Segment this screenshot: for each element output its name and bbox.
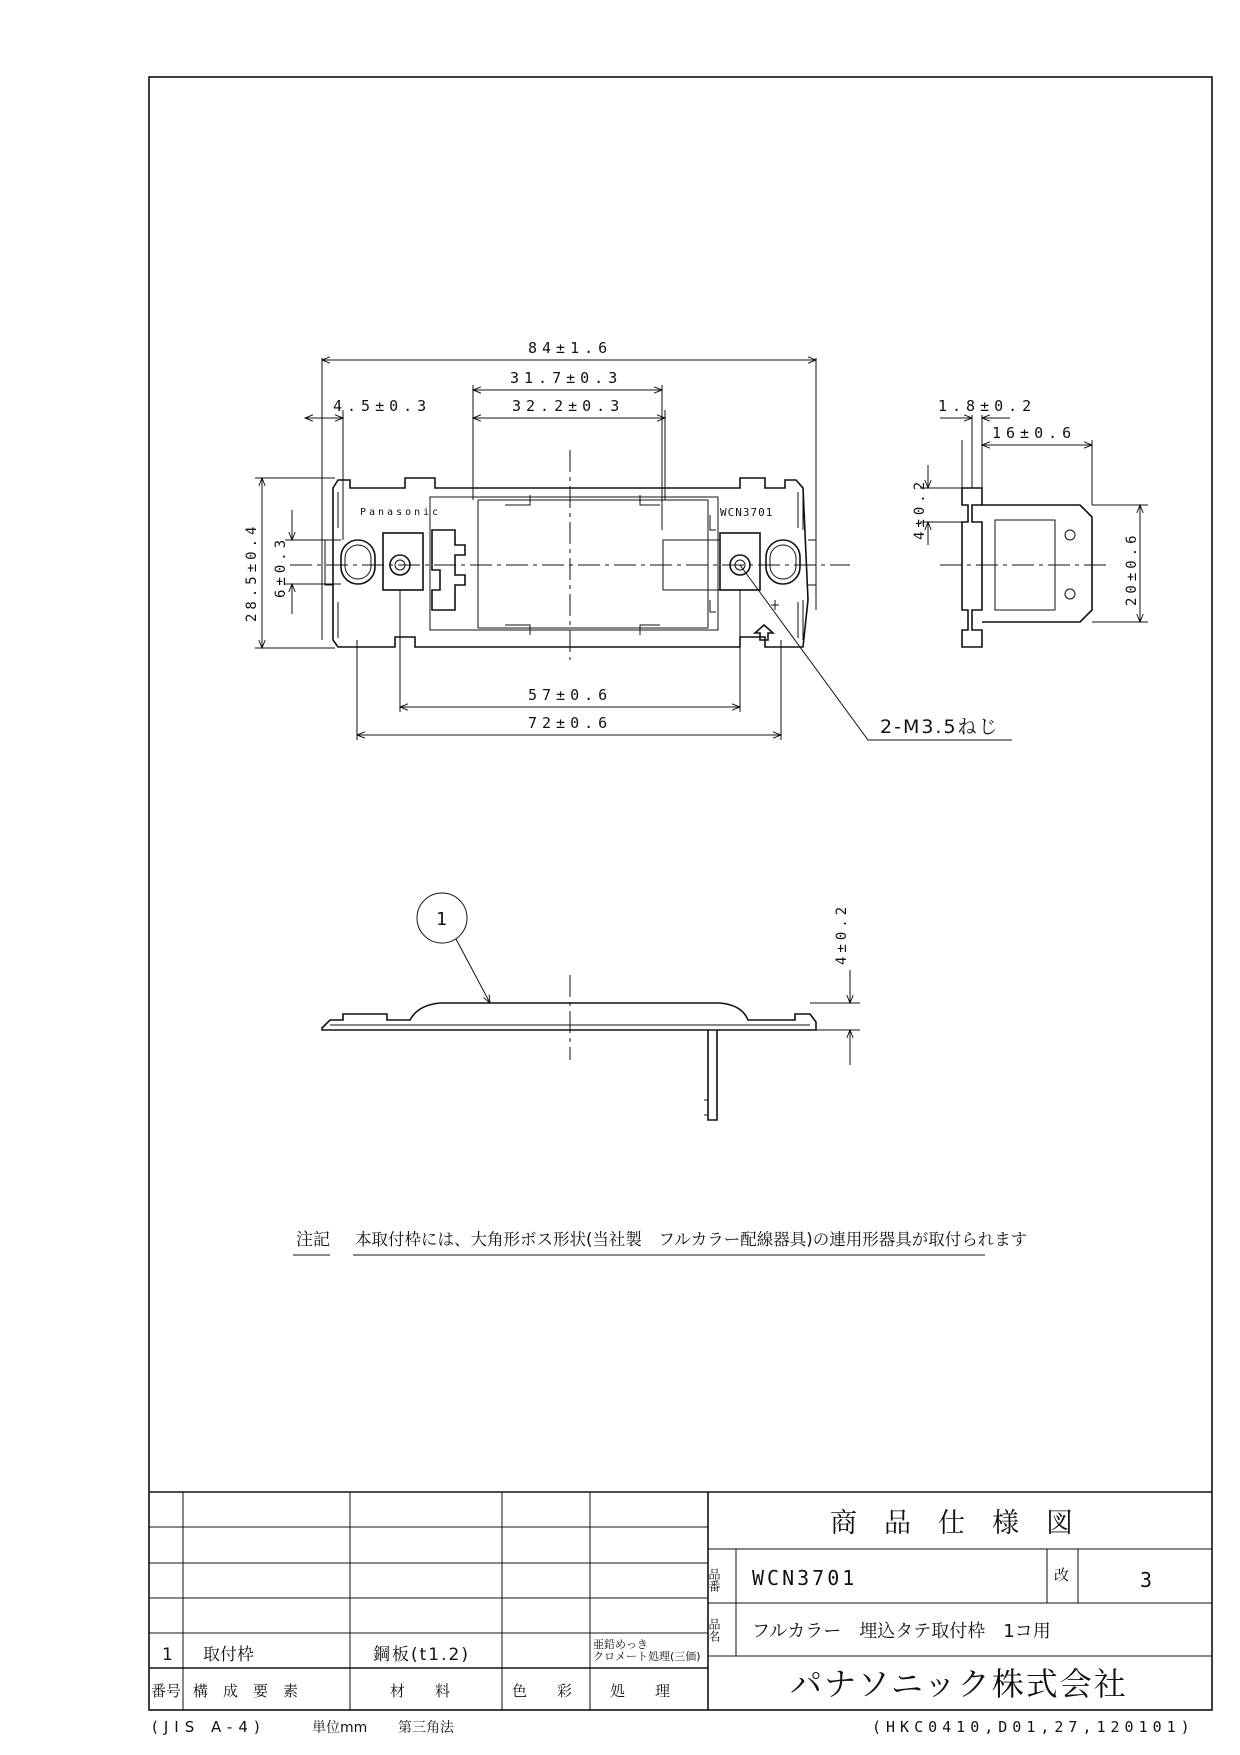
- side-view: [912, 397, 1148, 647]
- parts-row-number: 1: [162, 1645, 173, 1665]
- treatment-line-1: 亜鉛めっき: [593, 1638, 648, 1651]
- header-number: 番号: [151, 1682, 182, 1700]
- product-name: フルカラー 埋込タテ取付枠 1コ用: [752, 1621, 1051, 1642]
- revision: 3: [1140, 1568, 1153, 1592]
- footer-unit: 単位mm: [312, 1720, 368, 1736]
- product-no-label: 品番: [707, 1568, 721, 1592]
- header-treatment: 処 理: [610, 1682, 671, 1700]
- revision-label: 改: [1054, 1566, 1070, 1584]
- parts-table: [149, 1492, 708, 1710]
- header-component: 構 成 要 素: [193, 1682, 299, 1700]
- header-material: 材 料: [390, 1682, 451, 1700]
- dim-overall-height: 28.5±0.4: [244, 522, 260, 622]
- title-block-title: 商 品 仕 様 図: [830, 1508, 1073, 1539]
- parts-row-material: 鋼板(t1.2): [373, 1645, 470, 1665]
- drawing-border: [149, 77, 1212, 1710]
- dim-inner-width-b: 32.2±0.3: [512, 397, 625, 415]
- part-balloon-number: 1: [436, 909, 447, 930]
- dim-side-height: 20±0.6: [1124, 531, 1140, 606]
- frame-brand-text: Panasonic: [360, 507, 442, 518]
- front-view: [244, 339, 1012, 740]
- dim-side-step: 4±0.2: [912, 477, 928, 540]
- product-name-label: 品名: [707, 1618, 721, 1642]
- title-block: [707, 1492, 1212, 1703]
- dim-mount-pitch: 72±0.6: [528, 714, 613, 732]
- product-no: WCN3701: [752, 1566, 858, 1590]
- dim-side-thickness: 1.8±0.2: [938, 397, 1037, 415]
- footer-projection: 第三角法: [398, 1720, 454, 1736]
- note-text: 本取付枠には、大角形ボス形状(当社製 フルカラー配線器具)の連用形器具が取付られます: [355, 1230, 1028, 1249]
- screw-callout: 2-M3.5ねじ: [880, 716, 1000, 738]
- parts-row-treatment: [593, 1638, 701, 1663]
- company-name: パナソニック株式会社: [790, 1665, 1128, 1703]
- frame-model-text: WCN3701: [720, 506, 774, 519]
- dim-front-step: 4±0.2: [834, 902, 850, 965]
- footer-doc-code: (HKC0410,D01,27,120101): [872, 1718, 1195, 1736]
- parts-row-component: 取付枠: [203, 1645, 254, 1665]
- dim-inner-width-a: 31.7±0.3: [510, 369, 623, 387]
- profile-view: [322, 893, 860, 1120]
- dim-hole-height: 6±0.3: [273, 535, 289, 598]
- note-label: 注記: [296, 1230, 330, 1250]
- footer-standard: (JIS A-4): [152, 1718, 266, 1736]
- header-color: 色 彩: [512, 1682, 573, 1700]
- dim-overall-width: 84±1.6: [528, 339, 613, 357]
- dim-side-depth: 16±0.6: [992, 424, 1077, 442]
- dim-hole-pitch: 57±0.6: [528, 686, 613, 704]
- dim-left-offset: 4.5±0.3: [333, 397, 432, 415]
- treatment-line-2: クロメート処理(三価): [593, 1650, 701, 1663]
